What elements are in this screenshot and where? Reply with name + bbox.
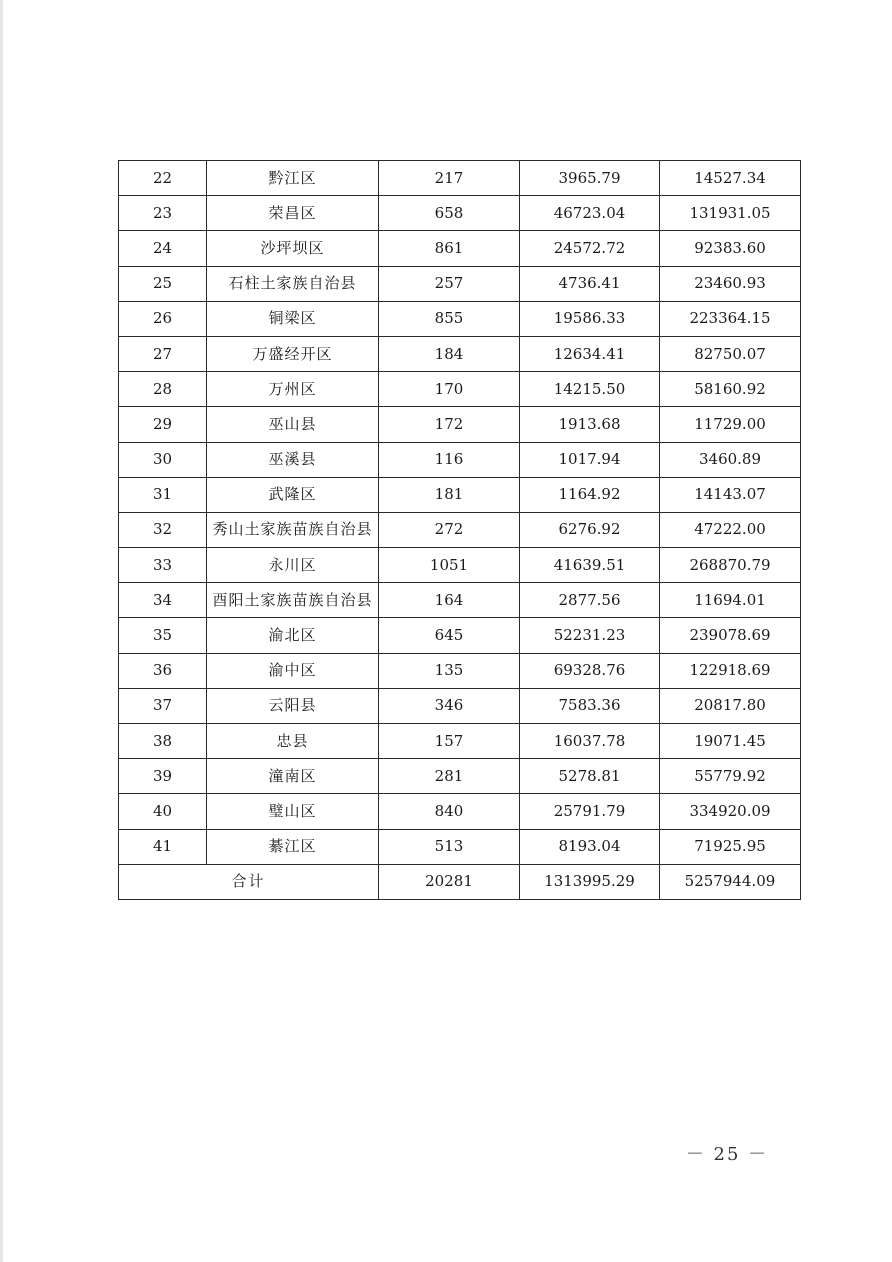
- count-cell: 172: [379, 407, 520, 442]
- table-row: [119, 724, 801, 759]
- value-b-cell: 1017.94: [520, 442, 660, 477]
- count-cell: 184: [379, 336, 520, 371]
- value-b-cell: 7583.36: [520, 688, 660, 723]
- table-row: [119, 231, 801, 266]
- total-row: [119, 864, 801, 899]
- value-c-cell: 14143.07: [660, 477, 801, 512]
- total-c-cell: 5257944.09: [660, 864, 801, 899]
- count-cell: 1051: [379, 548, 520, 583]
- count-cell: 840: [379, 794, 520, 829]
- value-c-cell: 334920.09: [660, 794, 801, 829]
- district-name-cell: 秀山土家族苗族自治县: [207, 512, 379, 547]
- value-c-cell: 268870.79: [660, 548, 801, 583]
- row-number-cell: 33: [119, 548, 207, 583]
- value-c-cell: 55779.92: [660, 759, 801, 794]
- value-c-cell: 71925.95: [660, 829, 801, 864]
- value-c-cell: 239078.69: [660, 618, 801, 653]
- district-name-cell: 璧山区: [207, 794, 379, 829]
- district-name-cell: 荣昌区: [207, 196, 379, 231]
- count-cell: 217: [379, 161, 520, 196]
- district-name-cell: 巫山县: [207, 407, 379, 442]
- district-name-cell: 石柱土家族自治县: [207, 266, 379, 301]
- row-number-cell: 40: [119, 794, 207, 829]
- table-row: [119, 442, 801, 477]
- row-number-cell: 31: [119, 477, 207, 512]
- table-row: [119, 829, 801, 864]
- district-name-cell: 忠县: [207, 724, 379, 759]
- value-b-cell: 1913.68: [520, 407, 660, 442]
- value-b-cell: 5278.81: [520, 759, 660, 794]
- row-number-cell: 29: [119, 407, 207, 442]
- data-table: [118, 160, 801, 900]
- count-cell: 513: [379, 829, 520, 864]
- value-c-cell: 23460.93: [660, 266, 801, 301]
- district-name-cell: 黔江区: [207, 161, 379, 196]
- value-b-cell: 41639.51: [520, 548, 660, 583]
- row-number-cell: 35: [119, 618, 207, 653]
- value-c-cell: 82750.07: [660, 336, 801, 371]
- district-name-cell: 永川区: [207, 548, 379, 583]
- count-cell: 861: [379, 231, 520, 266]
- table-row: [119, 161, 801, 196]
- count-cell: 855: [379, 301, 520, 336]
- value-b-cell: 19586.33: [520, 301, 660, 336]
- value-c-cell: 19071.45: [660, 724, 801, 759]
- count-cell: 281: [379, 759, 520, 794]
- table-row: [119, 583, 801, 618]
- count-cell: 157: [379, 724, 520, 759]
- row-number-cell: 34: [119, 583, 207, 618]
- row-number-cell: 28: [119, 372, 207, 407]
- value-c-cell: 20817.80: [660, 688, 801, 723]
- count-cell: 272: [379, 512, 520, 547]
- table-row: [119, 407, 801, 442]
- row-number-cell: 32: [119, 512, 207, 547]
- count-cell: 346: [379, 688, 520, 723]
- value-c-cell: 3460.89: [660, 442, 801, 477]
- district-name-cell: 渝中区: [207, 653, 379, 688]
- count-cell: 170: [379, 372, 520, 407]
- row-number-cell: 36: [119, 653, 207, 688]
- value-b-cell: 69328.76: [520, 653, 660, 688]
- value-b-cell: 24572.72: [520, 231, 660, 266]
- row-number-cell: 24: [119, 231, 207, 266]
- table-row: [119, 548, 801, 583]
- table-row: [119, 688, 801, 723]
- table-row: [119, 653, 801, 688]
- count-cell: 257: [379, 266, 520, 301]
- table-row: [119, 266, 801, 301]
- row-number-cell: 38: [119, 724, 207, 759]
- district-name-cell: 渝北区: [207, 618, 379, 653]
- district-name-cell: 铜梁区: [207, 301, 379, 336]
- district-name-cell: 潼南区: [207, 759, 379, 794]
- count-cell: 164: [379, 583, 520, 618]
- value-c-cell: 47222.00: [660, 512, 801, 547]
- value-c-cell: 11694.01: [660, 583, 801, 618]
- district-name-cell: 云阳县: [207, 688, 379, 723]
- value-c-cell: 122918.69: [660, 653, 801, 688]
- row-number-cell: 39: [119, 759, 207, 794]
- district-name-cell: 綦江区: [207, 829, 379, 864]
- count-cell: 116: [379, 442, 520, 477]
- total-a-cell: 20281: [379, 864, 520, 899]
- table-row: [119, 301, 801, 336]
- value-c-cell: 14527.34: [660, 161, 801, 196]
- district-name-cell: 万盛经开区: [207, 336, 379, 371]
- count-cell: 181: [379, 477, 520, 512]
- value-b-cell: 46723.04: [520, 196, 660, 231]
- value-c-cell: 58160.92: [660, 372, 801, 407]
- value-b-cell: 16037.78: [520, 724, 660, 759]
- page-number: － 25 －: [685, 1144, 769, 1165]
- value-b-cell: 8193.04: [520, 829, 660, 864]
- table-row: [119, 372, 801, 407]
- page-edge: [0, 0, 3, 1262]
- table-row: [119, 759, 801, 794]
- count-cell: 135: [379, 653, 520, 688]
- row-number-cell: 22: [119, 161, 207, 196]
- table-row: [119, 196, 801, 231]
- value-b-cell: 25791.79: [520, 794, 660, 829]
- district-name-cell: 巫溪县: [207, 442, 379, 477]
- row-number-cell: 27: [119, 336, 207, 371]
- total-label-cell: 合计: [119, 864, 379, 899]
- value-c-cell: 92383.60: [660, 231, 801, 266]
- value-b-cell: 52231.23: [520, 618, 660, 653]
- value-b-cell: 14215.50: [520, 372, 660, 407]
- total-b-cell: 1313995.29: [520, 864, 660, 899]
- count-cell: 645: [379, 618, 520, 653]
- count-cell: 658: [379, 196, 520, 231]
- value-b-cell: 2877.56: [520, 583, 660, 618]
- table-row: [119, 618, 801, 653]
- district-name-cell: 酉阳土家族苗族自治县: [207, 583, 379, 618]
- value-b-cell: 6276.92: [520, 512, 660, 547]
- table-row: [119, 512, 801, 547]
- value-c-cell: 11729.00: [660, 407, 801, 442]
- value-c-cell: 131931.05: [660, 196, 801, 231]
- district-name-cell: 沙坪坝区: [207, 231, 379, 266]
- district-name-cell: 万州区: [207, 372, 379, 407]
- row-number-cell: 25: [119, 266, 207, 301]
- value-b-cell: 1164.92: [520, 477, 660, 512]
- table-row: [119, 794, 801, 829]
- row-number-cell: 37: [119, 688, 207, 723]
- row-number-cell: 41: [119, 829, 207, 864]
- district-name-cell: 武隆区: [207, 477, 379, 512]
- value-b-cell: 4736.41: [520, 266, 660, 301]
- table-row: [119, 477, 801, 512]
- table-row: [119, 336, 801, 371]
- table-body: [119, 161, 801, 900]
- value-c-cell: 223364.15: [660, 301, 801, 336]
- row-number-cell: 23: [119, 196, 207, 231]
- row-number-cell: 30: [119, 442, 207, 477]
- data-table-container: [118, 160, 800, 900]
- row-number-cell: 26: [119, 301, 207, 336]
- value-b-cell: 12634.41: [520, 336, 660, 371]
- value-b-cell: 3965.79: [520, 161, 660, 196]
